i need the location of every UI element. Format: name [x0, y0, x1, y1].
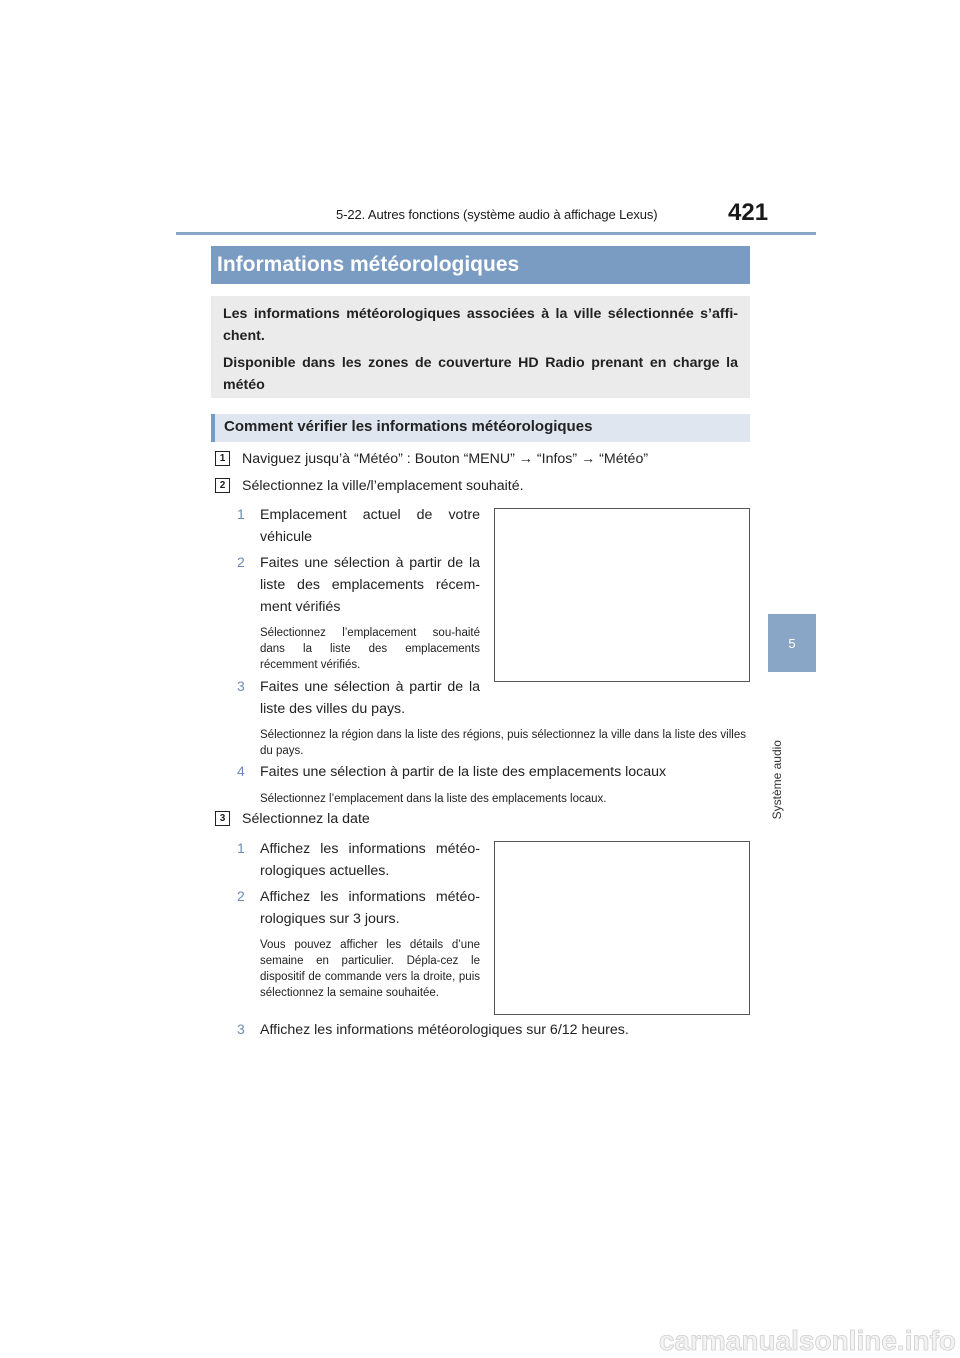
- step-3-item-3-number: 3: [237, 1021, 245, 1037]
- step-1-text: Naviguez jusqu’à “Météo” : Bouton “MENU” → “Infos” → “Météo”: [242, 451, 649, 467]
- step-2-item-4-number: 4: [237, 763, 245, 779]
- step-2-item-4-note: Sélectionnez l’emplacement dans la liste des emplacements locaux.: [260, 793, 607, 805]
- intro-box: [211, 296, 750, 398]
- running-header-section: 5-22. Autres fonctions (système audio à affichage Lexus): [336, 207, 658, 222]
- step-2-item-1-text: Emplacement actuel de votre véhicule: [260, 507, 480, 545]
- step-2-item-3-note: Sélectionnez la région dans la liste des régions, puis sélectionnez la ville dans la liste des villes du pays.: [260, 729, 746, 757]
- subsection-title: Comment vérifier les informations météorologiques: [211, 414, 750, 442]
- watermark: [0, 1318, 960, 1358]
- section-title: Informations météorologiques: [211, 246, 750, 284]
- chapter-label: Système audio: [770, 740, 784, 820]
- screen-illustration-date-selection: [494, 841, 750, 1015]
- step-2-item-2-note: Sélectionnez l’emplacement sou-haité dans la liste des emplacements récemment vérifiés.: [260, 627, 480, 671]
- chapter-tab: [768, 614, 816, 672]
- step-3-item-1-text: Affichez les informations météo-rologiques actuelles.: [260, 841, 480, 879]
- screen-illustration-location-selection: [494, 508, 750, 682]
- step-number-1: 1: [215, 451, 230, 466]
- step-2-item-3-number: 3: [237, 678, 245, 694]
- page-number: 421: [728, 199, 769, 226]
- step-3-item-2-note: Vous pouvez afficher les détails d’une semaine en particulier. Dépla-cez le dispositif de commande vers la droite, puis sélectionnez la semaine souhaitée.: [260, 939, 480, 999]
- watermark-text: carmanualsonline.info: [658, 1325, 956, 1356]
- step-2-item-4-text: Faites une sélection à partir de la liste des emplacements locaux: [260, 764, 667, 780]
- step-2-item-1-number: 1: [237, 506, 245, 522]
- step-3-text: Sélectionnez la date: [242, 811, 370, 827]
- step-number-2: 2: [215, 478, 230, 493]
- step-3-item-2-text: Affichez les informations météo-rologiques sur 3 jours.: [260, 889, 480, 927]
- step-3-item-1-number: 1: [237, 840, 245, 856]
- step-2-text: Sélectionnez la ville/l’emplacement souhaité.: [242, 478, 524, 494]
- step-3-item-2-number: 2: [237, 888, 245, 904]
- intro-paragraph-1: Les informations météorologiques associées à la ville sélectionnée s’affi-chent.: [223, 306, 738, 344]
- step-2-item-2-text: Faites une sélection à partir de la liste des emplacements récem-ment vérifiés: [260, 555, 480, 615]
- step-2-item-3-text: Faites une sélection à partir de la liste des villes du pays.: [260, 679, 480, 717]
- step-3-item-3-text: Affichez les informations météorologiques sur 6/12 heures.: [260, 1022, 629, 1038]
- header-rule: [176, 232, 816, 235]
- chapter-number: 5: [788, 635, 796, 651]
- step-number-3: 3: [215, 811, 230, 826]
- step-2-item-2-number: 2: [237, 554, 245, 570]
- intro-paragraph-2: Disponible dans les zones de couverture HD Radio prenant en charge la météo: [223, 355, 738, 393]
